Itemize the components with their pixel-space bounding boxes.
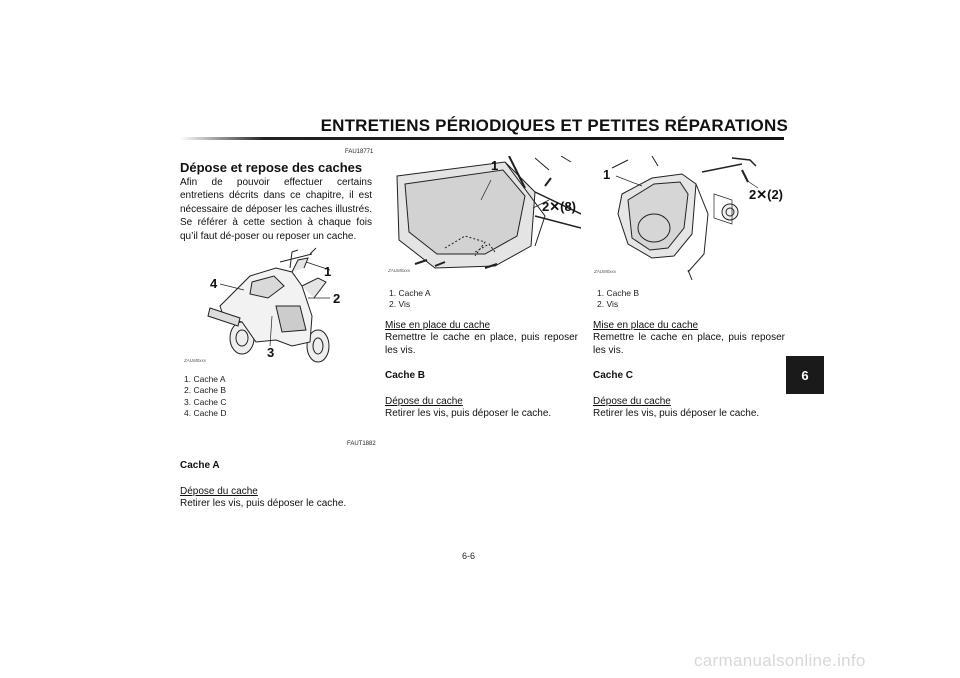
caption-item: 1. Cache A — [184, 374, 226, 384]
cache-a-illustration — [385, 156, 581, 282]
cache-b-title: Cache B — [385, 370, 426, 381]
caption-item: 1. Cache B — [597, 288, 640, 298]
figure1-callout-4: 4 — [210, 276, 218, 291]
figure1-callout-2: 2 — [333, 291, 341, 306]
caption-item: 2. Cache B — [184, 385, 227, 396]
mise-en-place-title-b: Mise en place du cache — [385, 320, 491, 331]
section-code: FAUT1882 — [347, 441, 376, 447]
section-code: FAU18771 — [345, 149, 374, 155]
figure1-callout-3: 3 — [267, 345, 275, 360]
figure3-callout-1: 1 — [603, 167, 611, 182]
caption-item: 2. Vis — [597, 299, 619, 310]
cache-b-subtitle: Dépose du cache — [385, 396, 463, 407]
caption-item: 2. Vis — [389, 299, 411, 310]
mise-en-place-text-b: Remettre le cache en place, puis reposer les vis. — [385, 332, 578, 357]
page-number: 6-6 — [462, 551, 476, 561]
figure2-captions — [389, 288, 431, 311]
figure3-callout-2: 2✕(2) — [749, 187, 784, 202]
mise-en-place-text-c: Remettre le cache en place, puis reposer les vis. — [593, 332, 785, 357]
figure1-captions — [184, 374, 227, 420]
figure3-code: ZAUM0xxx — [594, 269, 617, 274]
caption-item: 1. Cache A — [389, 288, 431, 298]
figure2-callout-1: 1 — [491, 158, 499, 173]
mise-en-place-title-c: Mise en place du cache — [593, 320, 699, 331]
figure2-code: ZAUM0xxx — [388, 268, 411, 273]
section-title: Dépose et repose des caches — [180, 160, 363, 175]
figure2-callout-2: 2✕(8) — [542, 199, 577, 214]
cache-a-title: Cache A — [180, 460, 220, 471]
header-rule — [180, 137, 784, 140]
caption-item: 4. Cache D — [184, 408, 227, 419]
chapter-tab: 6 — [786, 356, 824, 394]
intro-paragraph: Afin de pouvoir effectuer certains entretiens décrits dans ce chapitre, il est nécessaire de déposer les caches illustrés. Se référer à cette section à chaque fois qu’il faut dé-poser ou reposer un cache. — [180, 177, 372, 242]
page-header-title: ENTRETIENS PÉRIODIQUES ET PETITES RÉPARATIONS — [320, 116, 788, 135]
watermark: carmanualsonline.info — [694, 651, 866, 670]
cache-b-text: Retirer les vis, puis déposer le cache. — [385, 408, 552, 419]
cache-c-text: Retirer les vis, puis déposer le cache. — [593, 408, 760, 419]
figure1-callout-1: 1 — [324, 264, 332, 279]
cache-b-illustration — [592, 154, 788, 282]
cache-c-subtitle: Dépose du cache — [593, 396, 671, 407]
cache-c-title: Cache C — [593, 370, 634, 381]
figure1-code: ZAUM0xxx — [184, 358, 207, 363]
figure3-captions — [597, 288, 639, 311]
caption-item: 3. Cache C — [184, 396, 227, 407]
cache-a-subtitle: Dépose du cache — [180, 486, 258, 497]
cache-a-text: Retirer les vis, puis déposer le cache. — [180, 498, 347, 509]
